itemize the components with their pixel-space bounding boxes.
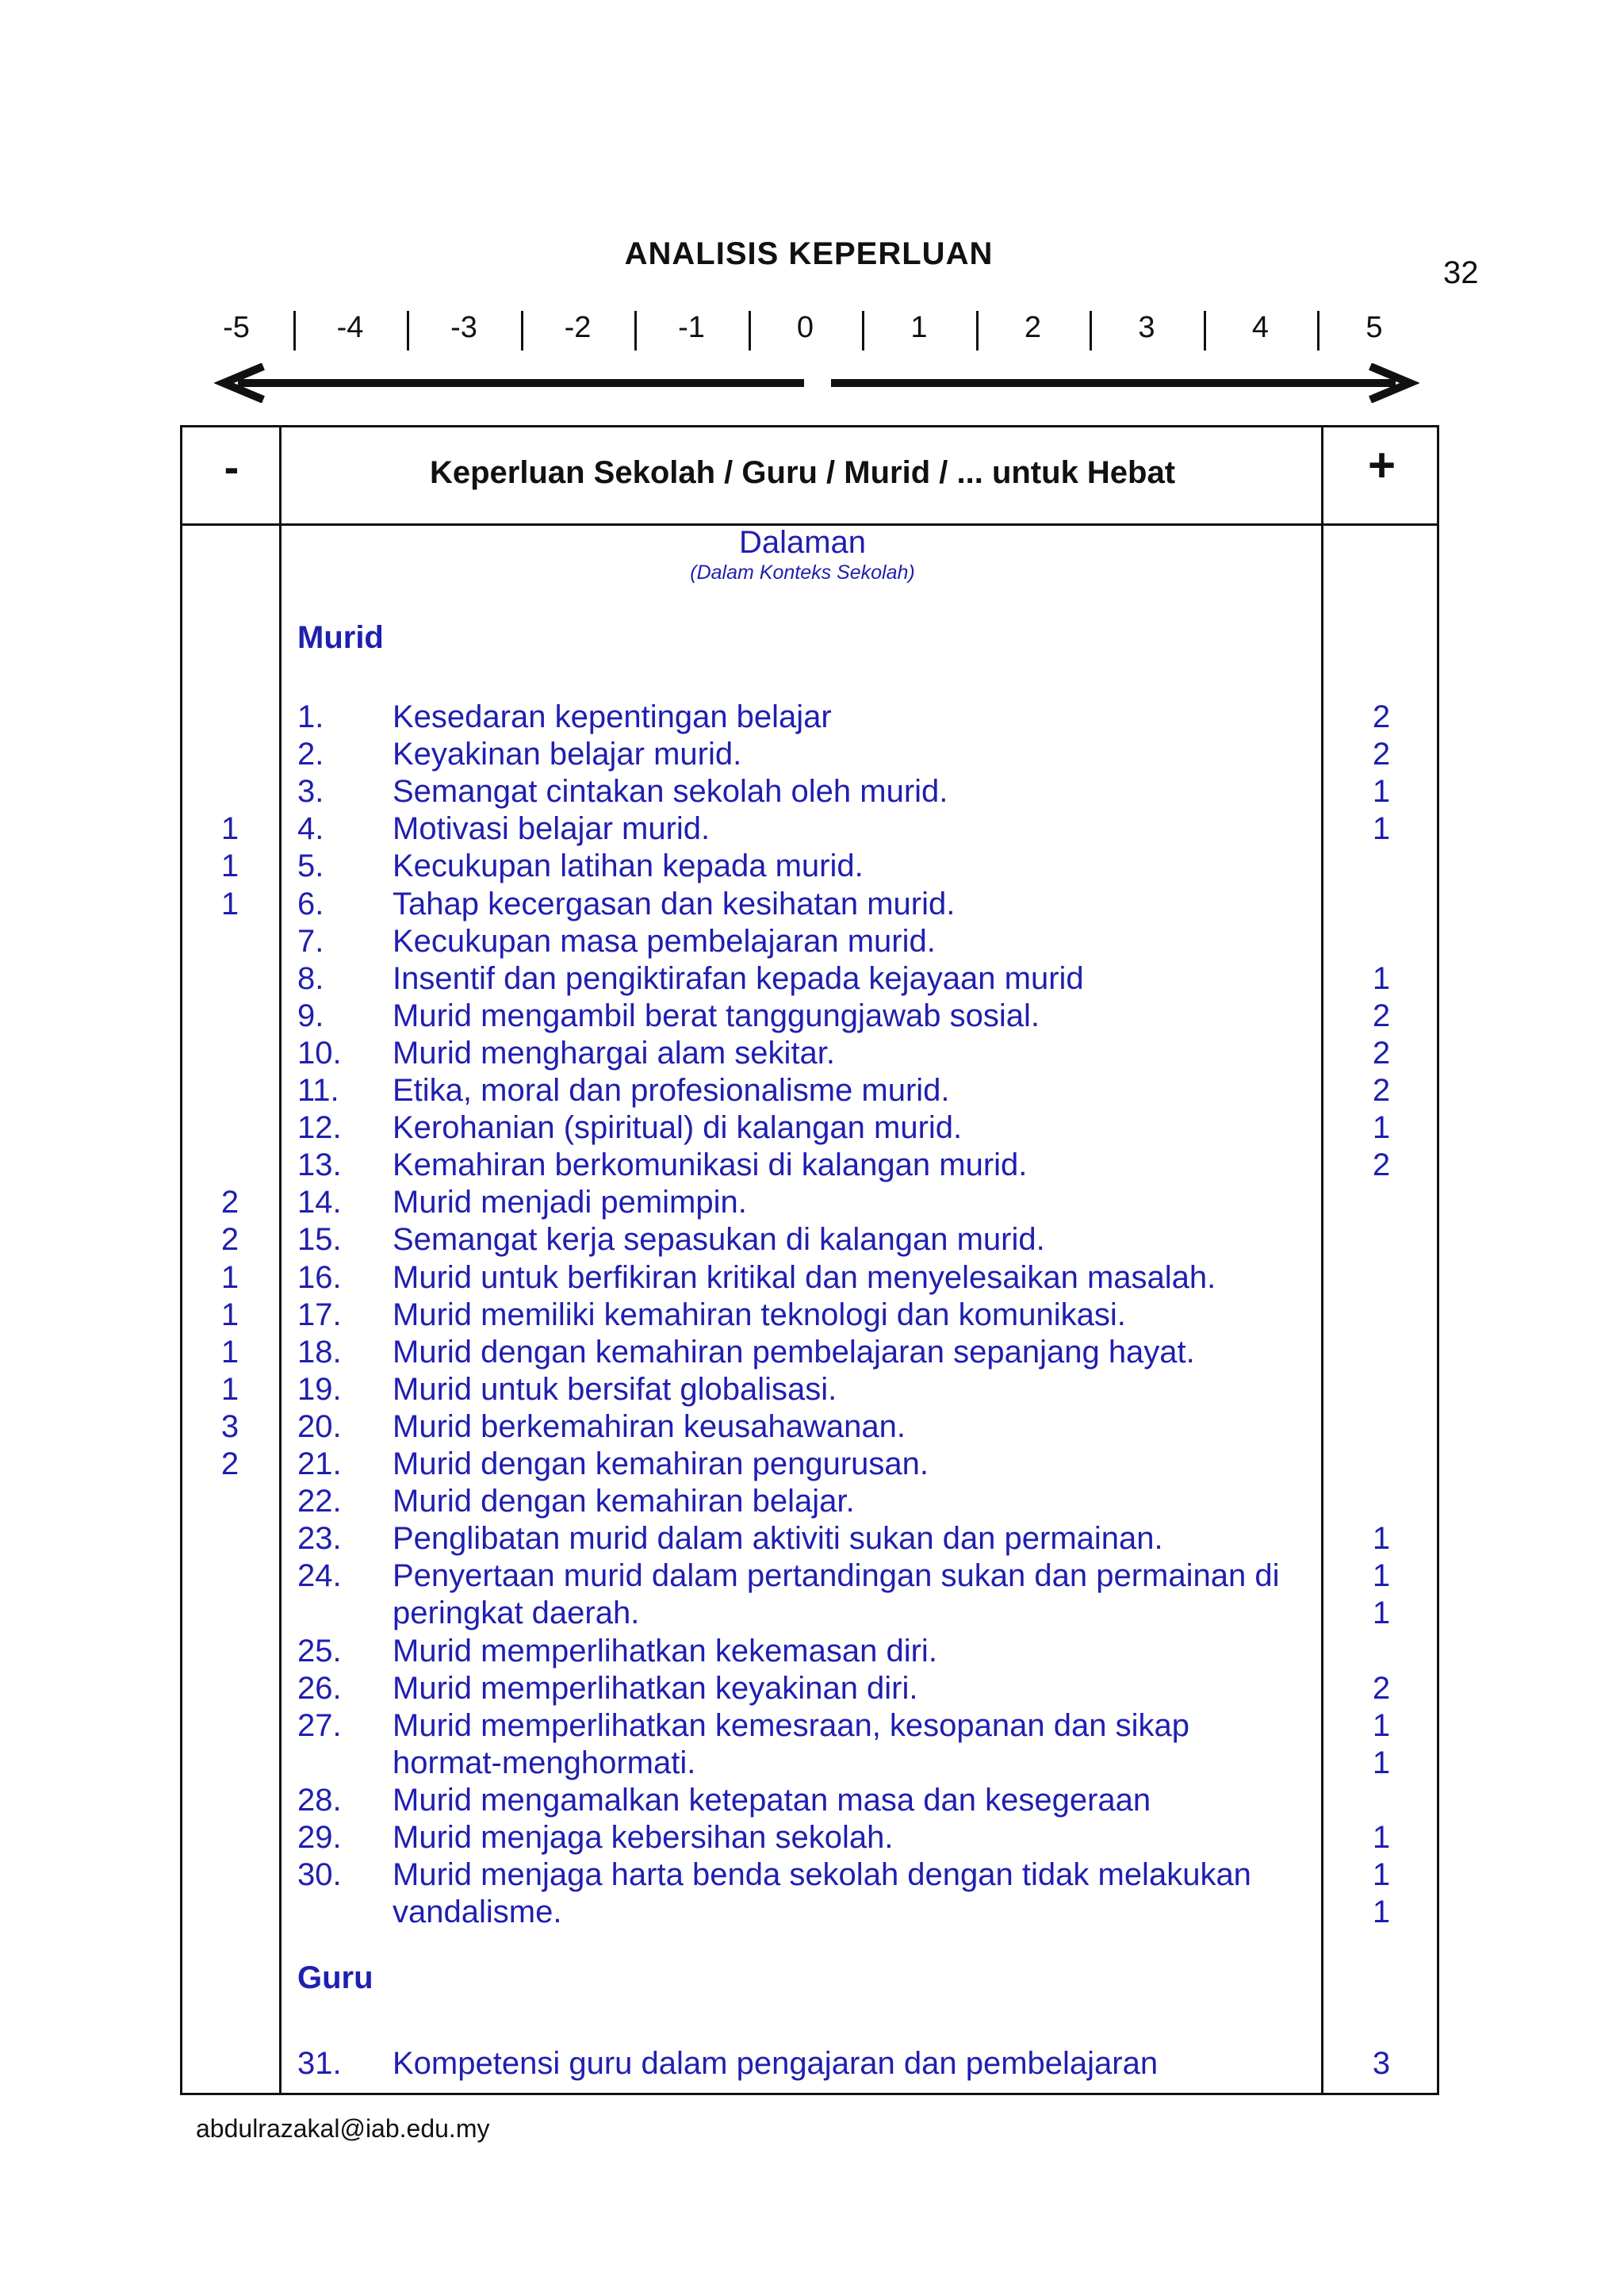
minus-score: 1: [220, 1259, 239, 1295]
item-number: 19.: [297, 1371, 342, 1407]
item-number: 26.: [297, 1670, 342, 1706]
minus-score: 2: [220, 1222, 239, 1258]
rating-scale: [214, 305, 1411, 355]
plus-score: 2: [1372, 737, 1391, 772]
minus-score: 2: [220, 1185, 239, 1220]
item-text: hormat-menghormati.: [393, 1745, 696, 1780]
scale-tick: [1090, 311, 1092, 351]
scale-label: 2: [1024, 311, 1042, 344]
header-minus: -: [224, 442, 239, 492]
item-text: Motivasi belajar murid.: [393, 811, 710, 847]
item-text: Murid mengamalkan ketepatan masa dan kesegeraan: [393, 1782, 1151, 1818]
item-number: 23.: [297, 1521, 342, 1557]
item-number: 18.: [297, 1334, 342, 1370]
item-text: peringkat daerah.: [393, 1596, 640, 1631]
scale-tick: [749, 311, 751, 351]
scale-label: -1: [678, 311, 705, 344]
scale-label: 5: [1365, 311, 1383, 344]
minus-score: 1: [220, 849, 239, 884]
item-number: 6.: [297, 886, 324, 921]
item-number: 8.: [297, 960, 324, 996]
plus-score: 1: [1372, 1745, 1391, 1780]
minus-score: 1: [220, 1334, 239, 1370]
page-number: 32: [1443, 255, 1479, 290]
scale-tick: [1317, 311, 1320, 351]
subheader-note: (Dalam Konteks Sekolah): [690, 561, 915, 584]
footer-email: abdulrazakal@iab.edu.my: [196, 2114, 490, 2143]
item-text: Murid dengan kemahiran belajar.: [393, 1484, 855, 1519]
double-arrow-icon: [214, 363, 1419, 403]
item-number: 27.: [297, 1707, 342, 1743]
scale-tick: [293, 311, 296, 351]
item-number: 4.: [297, 811, 324, 847]
item-text: Murid memiliki kemahiran teknologi dan komunikasi.: [393, 1297, 1126, 1332]
scale-label: -2: [564, 311, 592, 344]
item-text: Kecukupan masa pembelajaran murid.: [393, 923, 936, 959]
section-heading-murid: Murid: [297, 620, 384, 655]
plus-score: 2: [1372, 1073, 1391, 1108]
subheader-title: Dalaman: [738, 525, 867, 560]
plus-score: 1: [1372, 1857, 1391, 1893]
item-number: 29.: [297, 1820, 342, 1855]
item-text: Etika, moral dan profesionalisme murid.: [393, 1073, 950, 1108]
section-heading-guru: Guru: [297, 1960, 373, 1995]
plus-score: 2: [1372, 699, 1391, 734]
item-number: 28.: [297, 1782, 342, 1818]
minus-score: 1: [220, 886, 239, 921]
scale-label: 4: [1251, 311, 1270, 344]
item-text: vandalisme.: [393, 1895, 562, 1930]
item-number: 24.: [297, 1558, 342, 1594]
plus-score: 2: [1372, 998, 1391, 1033]
plus-score: 1: [1372, 1596, 1391, 1631]
plus-score: 1: [1372, 1820, 1391, 1855]
table-divider-left: [279, 425, 282, 2095]
item-text: Murid mengambil berat tanggungjawab sosial.: [393, 998, 1040, 1033]
scale-label: -3: [450, 311, 477, 344]
plus-score: 1: [1372, 1558, 1391, 1594]
item-number: 12.: [297, 1110, 342, 1146]
item-text: Insentif dan pengiktirafan kepada kejayaan murid: [393, 960, 1084, 996]
scale-tick: [634, 311, 637, 351]
item-number: 9.: [297, 998, 324, 1033]
minus-score: 1: [220, 1297, 239, 1332]
plus-score: 1: [1372, 960, 1391, 996]
item-text: Semangat kerja sepasukan di kalangan murid.: [393, 1222, 1045, 1258]
plus-score: 3: [1372, 2046, 1391, 2081]
item-text: Murid menjaga harta benda sekolah dengan tidak melakukan: [393, 1857, 1251, 1893]
scale-label: 3: [1138, 311, 1155, 344]
scale-tick: [976, 311, 979, 351]
item-text: Kerohanian (spiritual) di kalangan murid.: [393, 1110, 963, 1146]
scale-label: 0: [796, 311, 814, 344]
item-text: Murid menjaga kebersihan sekolah.: [393, 1820, 894, 1855]
item-number: 10.: [297, 1035, 342, 1071]
item-text: Penglibatan murid dalam aktiviti sukan dan permainan.: [393, 1521, 1163, 1557]
plus-score: 1: [1372, 774, 1391, 810]
item-number: 7.: [297, 923, 324, 959]
item-text: Kecukupan latihan kepada murid.: [393, 849, 864, 884]
scale-tick: [521, 311, 523, 351]
minus-score: 3: [220, 1408, 239, 1444]
item-number: 30.: [297, 1857, 342, 1893]
item-number: 2.: [297, 737, 324, 772]
scale-tick: [407, 311, 409, 351]
item-text: Murid memperlihatkan kemesraan, kesopanan dan sikap: [393, 1707, 1189, 1743]
item-text: Murid berkemahiran keusahawanan.: [393, 1408, 906, 1444]
item-text: Kompetensi guru dalam pengajaran dan pembelajaran: [393, 2046, 1159, 2081]
item-number: 16.: [297, 1259, 342, 1295]
plus-score: 2: [1372, 1670, 1391, 1706]
page-title: ANALISIS KEPERLUAN: [624, 236, 994, 271]
header-title: Keperluan Sekolah / Guru / Murid / ... untuk Hebat: [429, 455, 1176, 490]
header-plus: +: [1367, 439, 1396, 492]
item-text: Keyakinan belajar murid.: [393, 737, 742, 772]
item-number: 13.: [297, 1148, 342, 1183]
item-text: Kemahiran berkomunikasi di kalangan murid.: [393, 1148, 1028, 1183]
item-text: Murid menghargai alam sekitar.: [393, 1035, 836, 1071]
item-number: 15.: [297, 1222, 342, 1258]
item-text: Murid dengan kemahiran pembelajaran sepanjang hayat.: [393, 1334, 1195, 1370]
plus-score: 1: [1372, 811, 1391, 847]
item-text: Kesedaran kepentingan belajar: [393, 699, 832, 734]
plus-score: 1: [1372, 1707, 1391, 1743]
item-number: 20.: [297, 1408, 342, 1444]
plus-score: 2: [1372, 1148, 1391, 1183]
plus-score: 1: [1372, 1521, 1391, 1557]
item-text: Tahap kecergasan dan kesihatan murid.: [393, 886, 956, 921]
scale-tick: [862, 311, 864, 351]
plus-score: 1: [1372, 1895, 1391, 1930]
plus-score: 1: [1372, 1110, 1391, 1146]
item-text: Murid memperlihatkan kekemasan diri.: [393, 1633, 937, 1669]
item-text: Penyertaan murid dalam pertandingan sukan dan permainan di: [393, 1558, 1280, 1594]
item-text: Semangat cintakan sekolah oleh murid.: [393, 774, 948, 810]
item-number: 3.: [297, 774, 324, 810]
item-number: 22.: [297, 1484, 342, 1519]
item-number: 11.: [297, 1073, 339, 1108]
scale-tick: [1204, 311, 1206, 351]
item-number: 21.: [297, 1446, 342, 1481]
item-text: Murid memperlihatkan keyakinan diri.: [393, 1670, 918, 1706]
item-number: 5.: [297, 849, 324, 884]
item-text: Murid dengan kemahiran pengurusan.: [393, 1446, 929, 1481]
scale-label: -5: [223, 311, 250, 344]
scale-label: -4: [336, 311, 364, 344]
item-number: 1.: [297, 699, 324, 734]
minus-score: 2: [220, 1446, 239, 1481]
minus-score: 1: [220, 811, 239, 847]
plus-score: 2: [1372, 1035, 1391, 1071]
item-number: 17.: [297, 1297, 342, 1332]
item-text: Murid untuk berfikiran kritikal dan menyelesaikan masalah.: [393, 1259, 1216, 1295]
item-number: 25.: [297, 1633, 342, 1669]
item-number: 14.: [297, 1185, 342, 1220]
scale-label: 1: [910, 311, 928, 344]
item-text: Murid untuk bersifat globalisasi.: [393, 1371, 837, 1407]
minus-score: 1: [220, 1371, 239, 1407]
item-number: 31.: [297, 2046, 342, 2081]
item-text: Murid menjadi pemimpin.: [393, 1185, 747, 1220]
table-divider-right: [1321, 425, 1323, 2095]
